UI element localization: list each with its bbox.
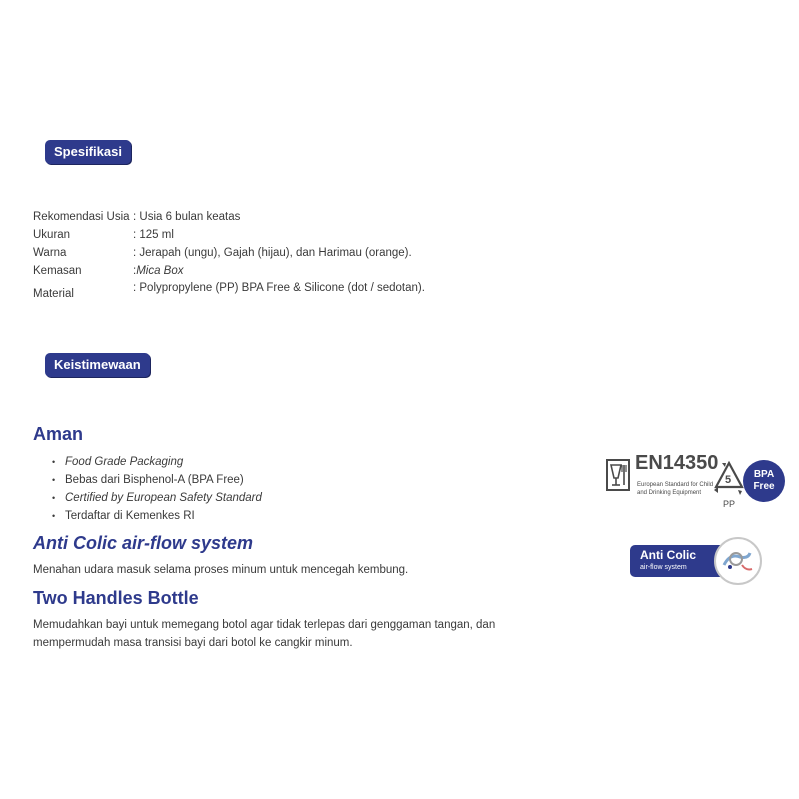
spec-label: Ukuran [33, 229, 71, 241]
list-item: • Food Grade Packaging [52, 453, 262, 471]
anti-colic-badge [630, 537, 762, 587]
free-text: Free [753, 481, 775, 492]
two-handles-text-2: mempermudah masa transisi bayi dari botol ke cangkir minum. [33, 637, 353, 649]
certification-badges [605, 452, 785, 517]
spec-value: : Jerapah (ungu), Gajah (hijau), dan Harimau (orange). [133, 247, 412, 259]
cup-fork-icon [605, 458, 631, 492]
spesifikasi-label: Spesifikasi [45, 140, 131, 164]
two-handles-heading: Two Handles Bottle [33, 588, 199, 608]
spec-value-prefix: : [133, 265, 137, 277]
spec-value: Mica Box [136, 265, 184, 277]
spec-row-material [33, 282, 425, 300]
list-item: • Certified by European Safety Standard [52, 489, 262, 507]
bpa-free-badge [743, 460, 785, 502]
aman-list [52, 453, 262, 525]
spec-label: Rekomendasi Usia [33, 211, 130, 223]
spec-row-warna [33, 247, 412, 259]
anti-colic-heading: Anti Colic air-flow system [33, 533, 254, 553]
en14350-title: EN14350 [635, 452, 719, 474]
aman-heading: Aman [33, 424, 84, 444]
spec-row-ukuran [33, 229, 174, 241]
list-item: • Bebas dari Bisphenol-A (BPA Free) [52, 471, 262, 489]
anti-colic-text: Menahan udara masuk selama proses minum untuk mencegah kembung. [33, 564, 409, 576]
spec-value: : Polypropylene (PP) BPA Free & Silicone (dot / sedotan). [133, 282, 425, 294]
pp-label: PP [723, 499, 736, 509]
recycle-number: 5 [725, 474, 732, 486]
spec-value: : 125 ml [133, 229, 174, 241]
bpa-text: BPA [753, 469, 775, 480]
spec-label: Material [33, 288, 74, 300]
anti-colic-badge-title: Anti Colic [640, 548, 696, 562]
en14350-subtitle: European Standard for Child and Drinking Equipment [637, 482, 714, 496]
spec-row-usia [33, 211, 240, 223]
keistimewaan-label: Keistimewaan [45, 353, 150, 377]
spec-row-kemasan [33, 265, 184, 277]
two-handles-text-1: Memudahkan bayi untuk memegang botol agar tidak terlepas dari genggaman tangan, dan [33, 619, 496, 631]
anti-colic-badge-sub: air-flow system [640, 564, 687, 571]
baby-bottle-icon [714, 537, 762, 585]
spec-label: Kemasan [33, 265, 82, 277]
list-item: • Terdaftar di Kemenkes RI [52, 507, 262, 525]
spec-value: : Usia 6 bulan keatas [133, 211, 241, 223]
spec-label: Warna [33, 247, 67, 259]
